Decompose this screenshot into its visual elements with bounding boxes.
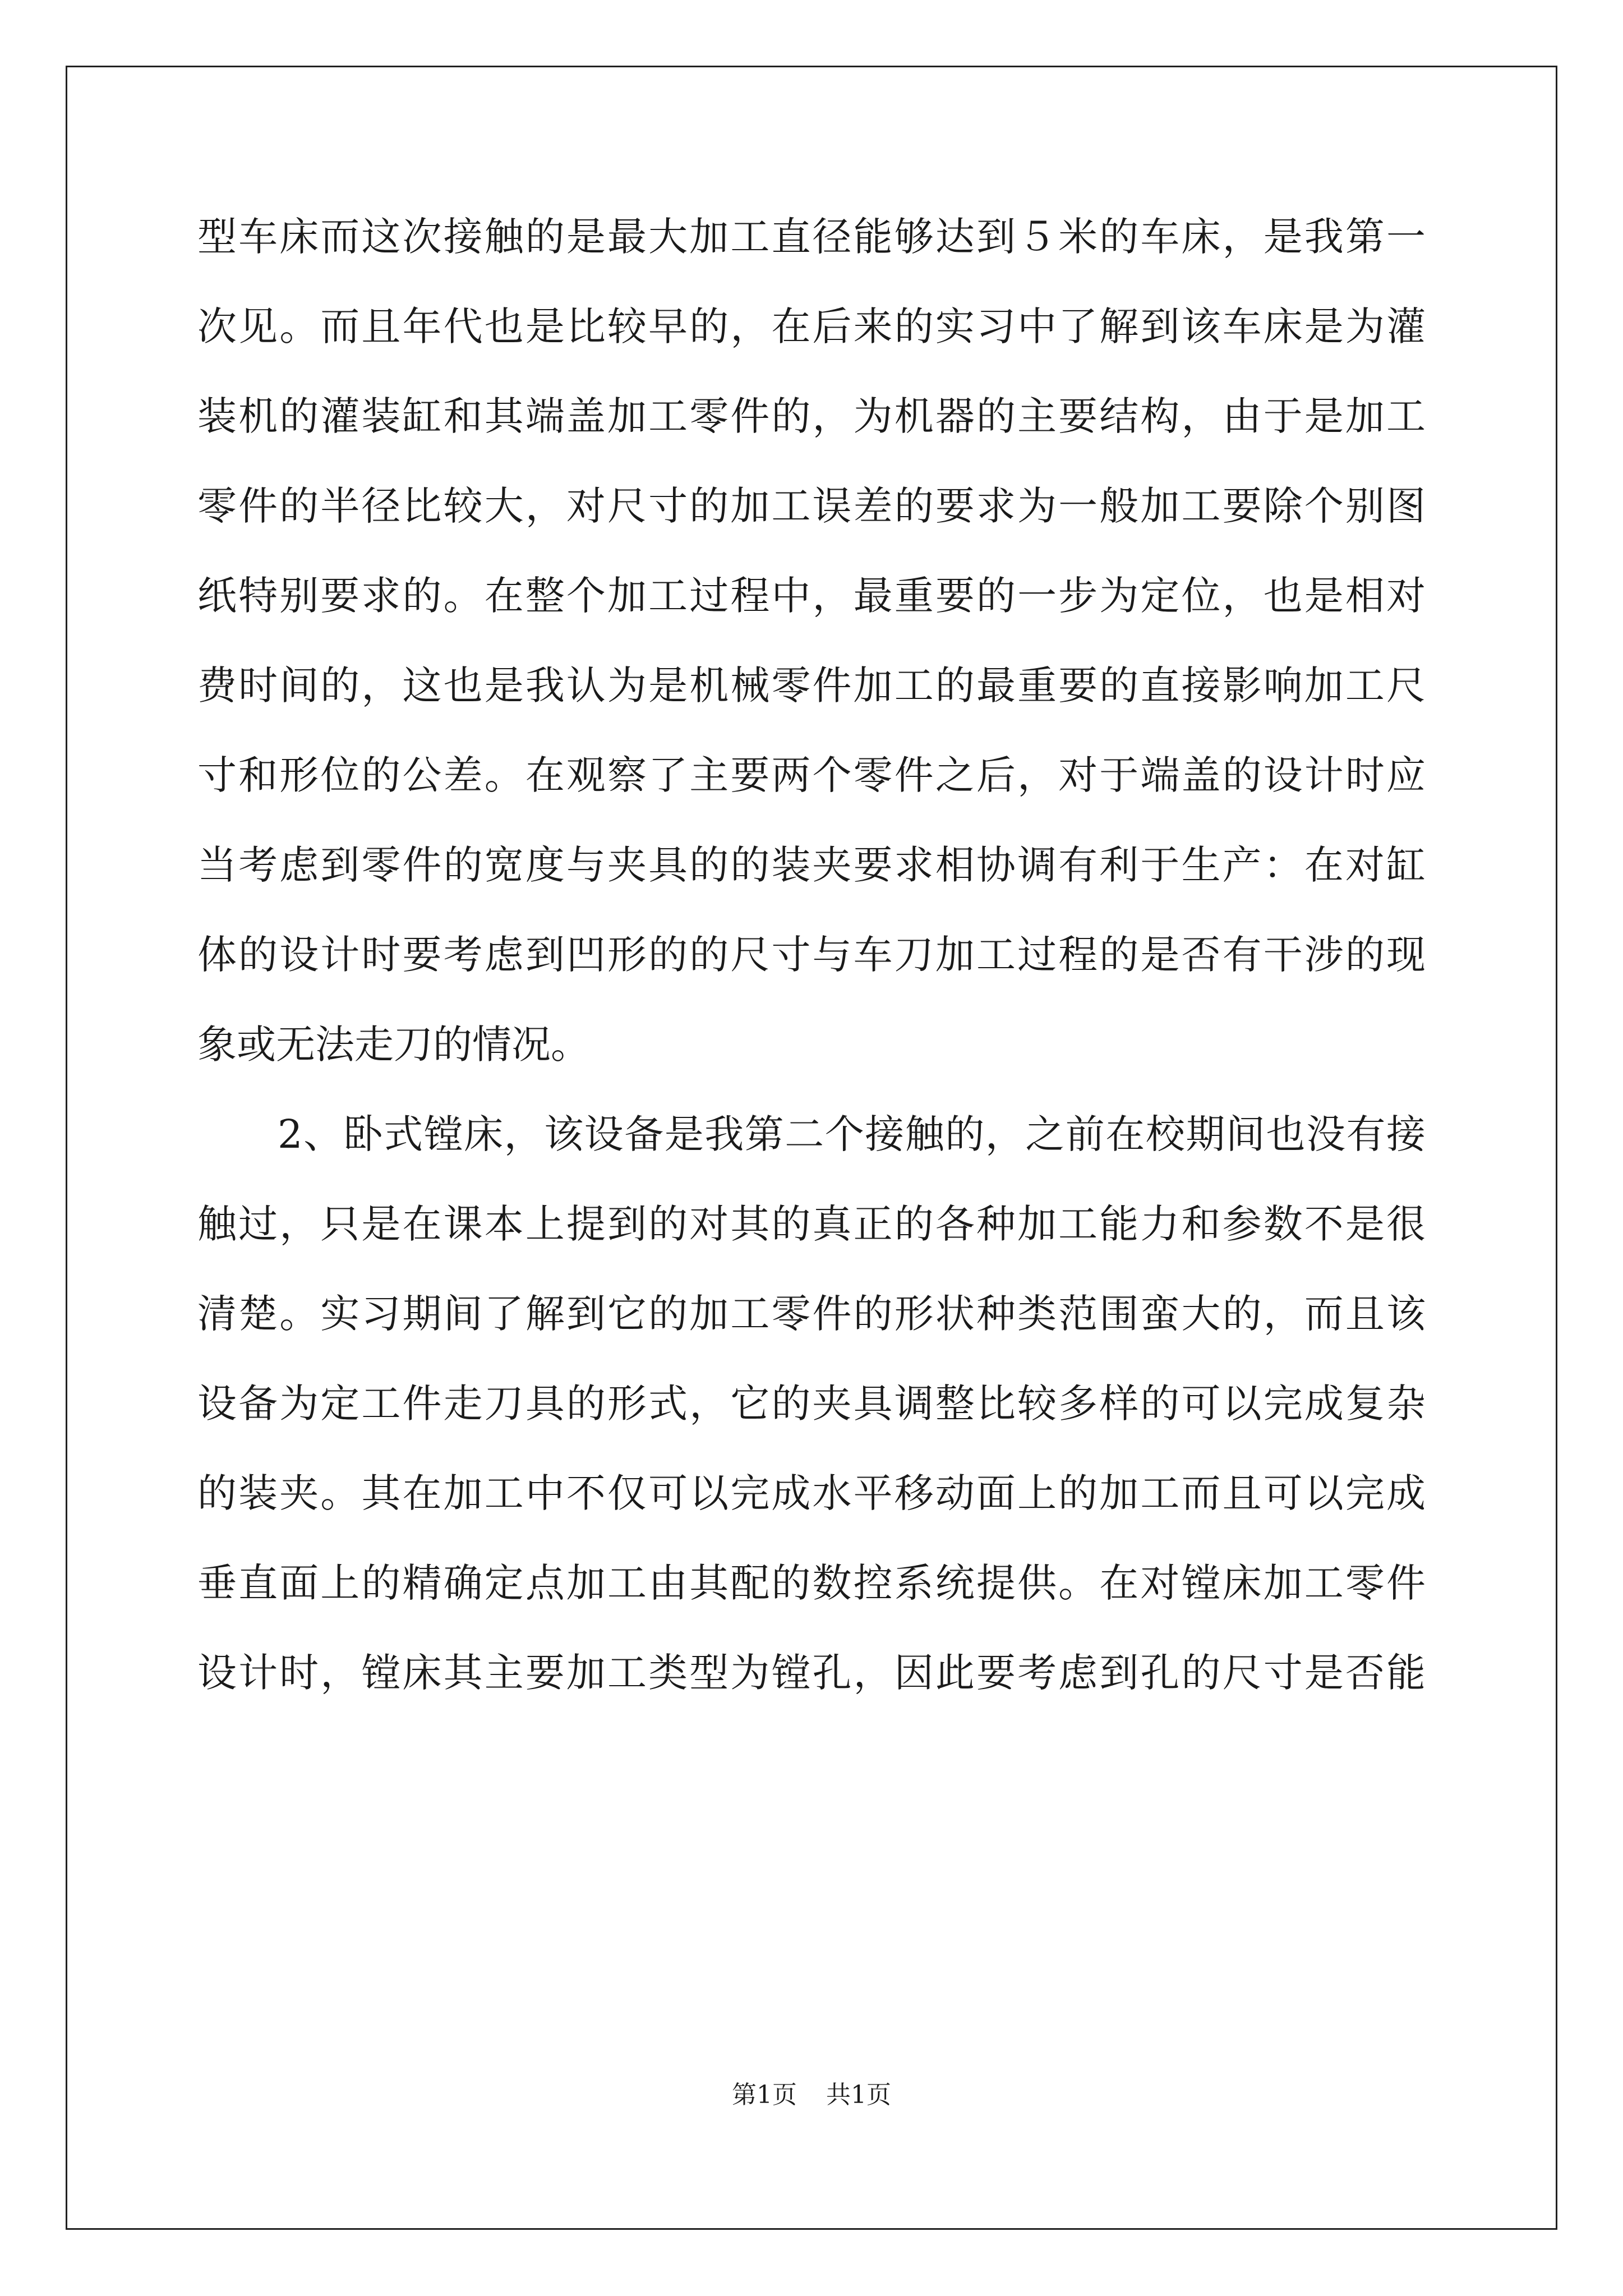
text-line: 体的设计时要考虑到凹形的的尺寸与车刀加工过程的是否有干涉的现 xyxy=(197,932,1426,978)
paragraph-boring-machine xyxy=(197,1106,1426,1734)
text-line: 清楚。实习期间了解到它的加工零件的形状种类范围蛮大的，而且该 xyxy=(197,1291,1426,1337)
text-line: 象或无法走刀的情况。 xyxy=(197,1022,590,1068)
document-body xyxy=(197,209,1426,1734)
text-line: 垂直面上的精确定点加工由其配的数控系统提供。在对镗床加工零件 xyxy=(197,1560,1426,1606)
text-line: 2、卧式镗床，该设备是我第二个接触的，之前在校期间也没有接 xyxy=(197,1111,1426,1157)
text-line: 触过，只是在课本上提到的对其的真正的各种加工能力和参数不是很 xyxy=(197,1201,1426,1247)
text-line: 设计时，镗床其主要加工类型为镗孔，因此要考虑到孔的尺寸是否能 xyxy=(197,1650,1426,1696)
page-footer xyxy=(0,2078,1623,2112)
text-line: 当考虑到零件的宽度与夹具的的装夹要求相协调有利于生产：在对缸 xyxy=(197,842,1426,888)
text-line: 次见。而且年代也是比较早的，在后来的实习中了解到该车床是为灌 xyxy=(197,303,1426,349)
paragraph-lathe xyxy=(197,209,1426,1106)
text-line: 纸特别要求的。在整个加工过程中，最重要的一步为定位，也是相对 xyxy=(197,573,1426,619)
text-line: 型车床而这次接触的是最大加工直径能够达到５米的车床，是我第一 xyxy=(197,214,1426,260)
text-line: 寸和形位的公差。在观察了主要两个零件之后，对于端盖的设计时应 xyxy=(197,752,1426,798)
text-line: 装机的灌装缸和其端盖加工零件的，为机器的主要结构，由于是加工 xyxy=(197,393,1426,439)
text-line: 零件的半径比较大，对尺寸的加工误差的要求为一般加工要除个别图 xyxy=(197,483,1426,529)
text-line: 的装夹。其在加工中不仅可以完成水平移动面上的加工而且可以完成 xyxy=(197,1470,1426,1516)
page-number: 第1页 xyxy=(732,2081,797,2109)
text-line: 设备为定工件走刀具的形式，它的夹具调整比较多样的可以完成复杂 xyxy=(197,1381,1426,1427)
text-line: 费时间的，这也是我认为是机械零件加工的最重要的直接影响加工尺 xyxy=(197,662,1426,708)
page-total: 共1页 xyxy=(826,2081,891,2109)
